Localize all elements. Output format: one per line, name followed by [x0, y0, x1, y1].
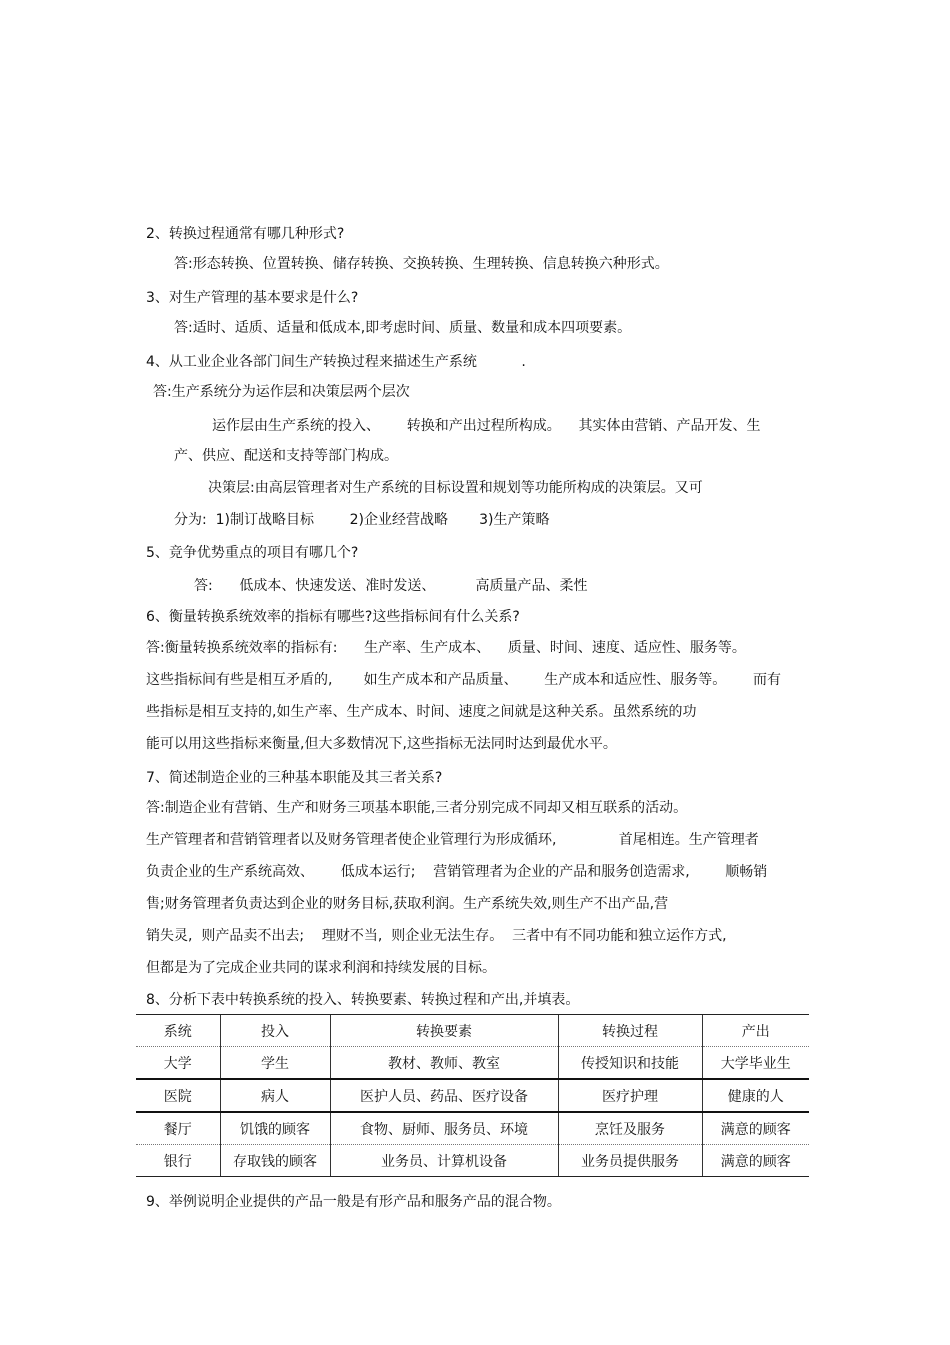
- table-row: [136, 1112, 809, 1145]
- table-cell: 烹饪及服务: [558, 1112, 702, 1145]
- table-cell: 大学: [136, 1047, 220, 1080]
- question-8: 8、分析下表中转换系统的投入、转换要素、转换过程和产出,并填表。: [146, 992, 580, 1008]
- table-cell: 医护人员、药品、医疗设备: [330, 1079, 558, 1112]
- question-7: 7、简述制造企业的三种基本职能及其三者关系?: [146, 770, 443, 786]
- table-cell: 业务员提供服务: [558, 1145, 702, 1177]
- answer-4-line-5: 分为: 1)制订战略目标 2)企业经营战略 3)生产策略: [174, 512, 550, 528]
- table-cell: 学生: [220, 1047, 330, 1080]
- header-cell: 产出: [702, 1015, 809, 1047]
- answer-5: 答: 低成本、快速发送、准时发送、 高质量产品、柔性: [194, 578, 588, 594]
- table-cell: 大学毕业生: [702, 1047, 809, 1080]
- table-cell: 业务员、计算机设备: [330, 1145, 558, 1177]
- question-5: 5、竞争优势重点的项目有哪几个?: [146, 545, 359, 561]
- table-cell: 病人: [220, 1079, 330, 1112]
- table-cell: 医疗护理: [558, 1079, 702, 1112]
- answer-7-line-2: 生产管理者和营销管理者以及财务管理者使企业管理行为形成循环, 首尾相连。生产管理者: [146, 832, 759, 848]
- table-cell: 存取钱的顾客: [220, 1145, 330, 1177]
- table-cell: 饥饿的顾客: [220, 1112, 330, 1145]
- header-cell: 转换要素: [330, 1015, 558, 1047]
- table-cell: 医院: [136, 1079, 220, 1112]
- question-4: 4、从工业企业各部门间生产转换过程来描述生产系统 .: [146, 354, 526, 370]
- question-2: 2、转换过程通常有哪几种形式?: [146, 226, 345, 242]
- table-cell: 教材、教师、教室: [330, 1047, 558, 1080]
- table-cell: 满意的顾客: [702, 1112, 809, 1145]
- table-cell: 健康的人: [702, 1079, 809, 1112]
- answer-6-line-2: 这些指标间有些是相互矛盾的, 如生产成本和产品质量、 生产成本和适应性、服务等。 而有: [146, 672, 782, 688]
- answer-7-line-4: 售;财务管理者负责达到企业的财务目标,获取利润。生产系统失效,则生产不出产品,营: [146, 896, 669, 912]
- answer-4-line-4: 决策层:由高层管理者对生产系统的目标设置和规划等功能所构成的决策层。又可: [208, 480, 703, 496]
- answer-7-line-1: 答:制造企业有营销、生产和财务三项基本职能,三者分别完成不同却又相互联系的活动。: [146, 800, 688, 816]
- header-cell: 转换过程: [558, 1015, 702, 1047]
- table-cell: 餐厅: [136, 1112, 220, 1145]
- answer-7-line-5: 销失灵, 则产品卖不出去; 理财不当, 则企业无法生存。 三者中有不同功能和独立运作方式,: [146, 928, 727, 944]
- table-header-row: [136, 1015, 809, 1047]
- answer-3: 答:适时、适质、适量和低成本,即考虑时间、质量、数量和成本四项要素。: [174, 320, 632, 336]
- answer-4-line-3: 产、供应、配送和支持等部门构成。: [174, 448, 398, 464]
- header-cell: 系统: [136, 1015, 220, 1047]
- answer-7-line-6: 但都是为了完成企业共同的谋求利润和持续发展的目标。: [146, 960, 496, 976]
- table-cell: 满意的顾客: [702, 1145, 809, 1177]
- answer-4-line-1: 答:生产系统分为运作层和决策层两个层次: [153, 384, 410, 400]
- table-cell: 食物、厨师、服务员、环境: [330, 1112, 558, 1145]
- question-3: 3、对生产管理的基本要求是什么?: [146, 290, 359, 306]
- conversion-system-table: [136, 1014, 809, 1177]
- table-row: [136, 1047, 809, 1080]
- answer-4-line-2: 运作层由生产系统的投入、 转换和产出过程所构成。 其实体由营销、产品开发、生: [212, 418, 761, 434]
- question-9: 9、举例说明企业提供的产品一般是有形产品和服务产品的混合物。: [146, 1194, 561, 1210]
- table-row: [136, 1145, 809, 1177]
- table-cell: 银行: [136, 1145, 220, 1177]
- question-6: 6、衡量转换系统效率的指标有哪些?这些指标间有什么关系?: [146, 609, 520, 625]
- answer-2: 答:形态转换、位置转换、储存转换、交换转换、生理转换、信息转换六种形式。: [174, 256, 669, 272]
- header-cell: 投入: [220, 1015, 330, 1047]
- answer-6-line-1: 答:衡量转换系统效率的指标有: 生产率、生产成本、 质量、时间、速度、适应性、服务等。: [146, 640, 746, 656]
- table-cell: 传授知识和技能: [558, 1047, 702, 1080]
- answer-6-line-3: 些指标是相互支持的,如生产率、生产成本、时间、速度之间就是这种关系。虽然系统的功: [146, 704, 697, 720]
- answer-6-line-4: 能可以用这些指标来衡量,但大多数情况下,这些指标无法同时达到最优水平。: [146, 736, 617, 752]
- table-row: [136, 1079, 809, 1112]
- answer-7-line-3: 负责企业的生产系统高效、 低成本运行; 营销管理者为企业的产品和服务创造需求, 顺畅销: [146, 864, 768, 880]
